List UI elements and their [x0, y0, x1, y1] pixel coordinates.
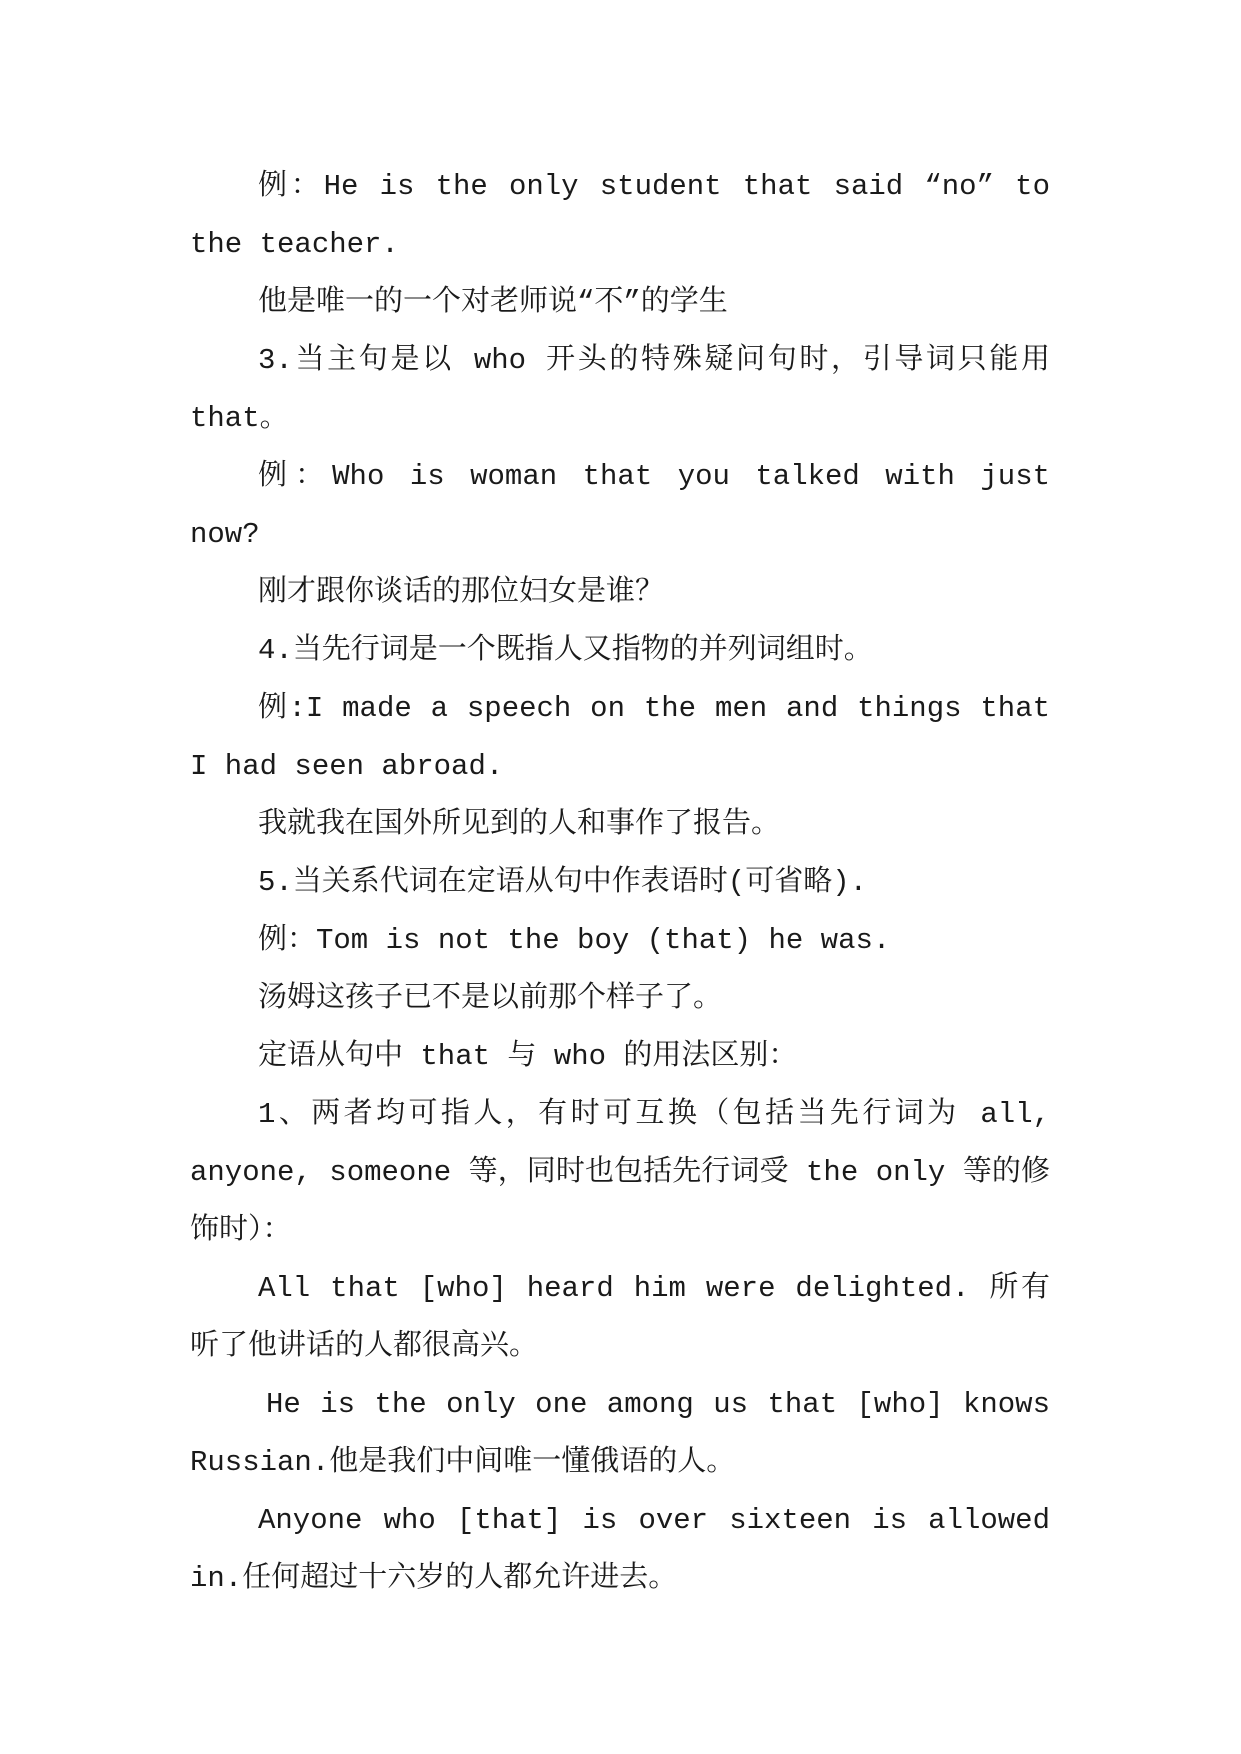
example-translation: 我就我在国外所见到的人和事作了报告。	[258, 808, 781, 841]
example-translation: 他是唯一的一个对老师说“不”的学生	[258, 286, 728, 319]
example-sentence: 例：He is the only student that said “no” to the teacher.	[190, 170, 1050, 261]
example-sentence: He is the only one among us that [who] knows Russian.他是我们中间唯一懂俄语的人。	[190, 1388, 1050, 1479]
rule-item: 5.当关系代词在定语从句中作表语时(可省略).	[258, 866, 868, 899]
example-sentence: 例:I made a speech on the men and things that I had seen abroad.	[190, 692, 1050, 783]
example-translation: 汤姆这孩子已不是以前那个样子了。	[258, 982, 723, 1015]
rule-item: 1、两者均可指人，有时可互换（包括当先行词为 all, anyone, someone 等，同时也包括先行词受 the only 等的修饰时）：	[190, 1098, 1050, 1247]
rule-item: 3.当主句是以 who 开头的特殊疑问句时，引导词只能用 that。	[190, 344, 1050, 435]
document-body	[190, 158, 1050, 1608]
example-sentence: Anyone who [that] is over sixteen is allowed in.任何超过十六岁的人都允许进去。	[190, 1504, 1050, 1595]
example-sentence: 例：Who is woman that you talked with just now?	[190, 460, 1050, 551]
example-sentence: All that [who] heard him were delighted. 所有听了他讲话的人都很高兴。	[190, 1272, 1050, 1363]
example-translation: 刚才跟你谈话的那位妇女是谁？	[258, 576, 665, 609]
example-sentence: 例：Tom is not the boy (that) he was.	[258, 924, 891, 957]
rule-item: 4.当先行词是一个既指人又指物的并列词组时。	[258, 634, 873, 667]
section-heading: 定语从句中 that 与 who 的用法区别：	[258, 1040, 798, 1073]
